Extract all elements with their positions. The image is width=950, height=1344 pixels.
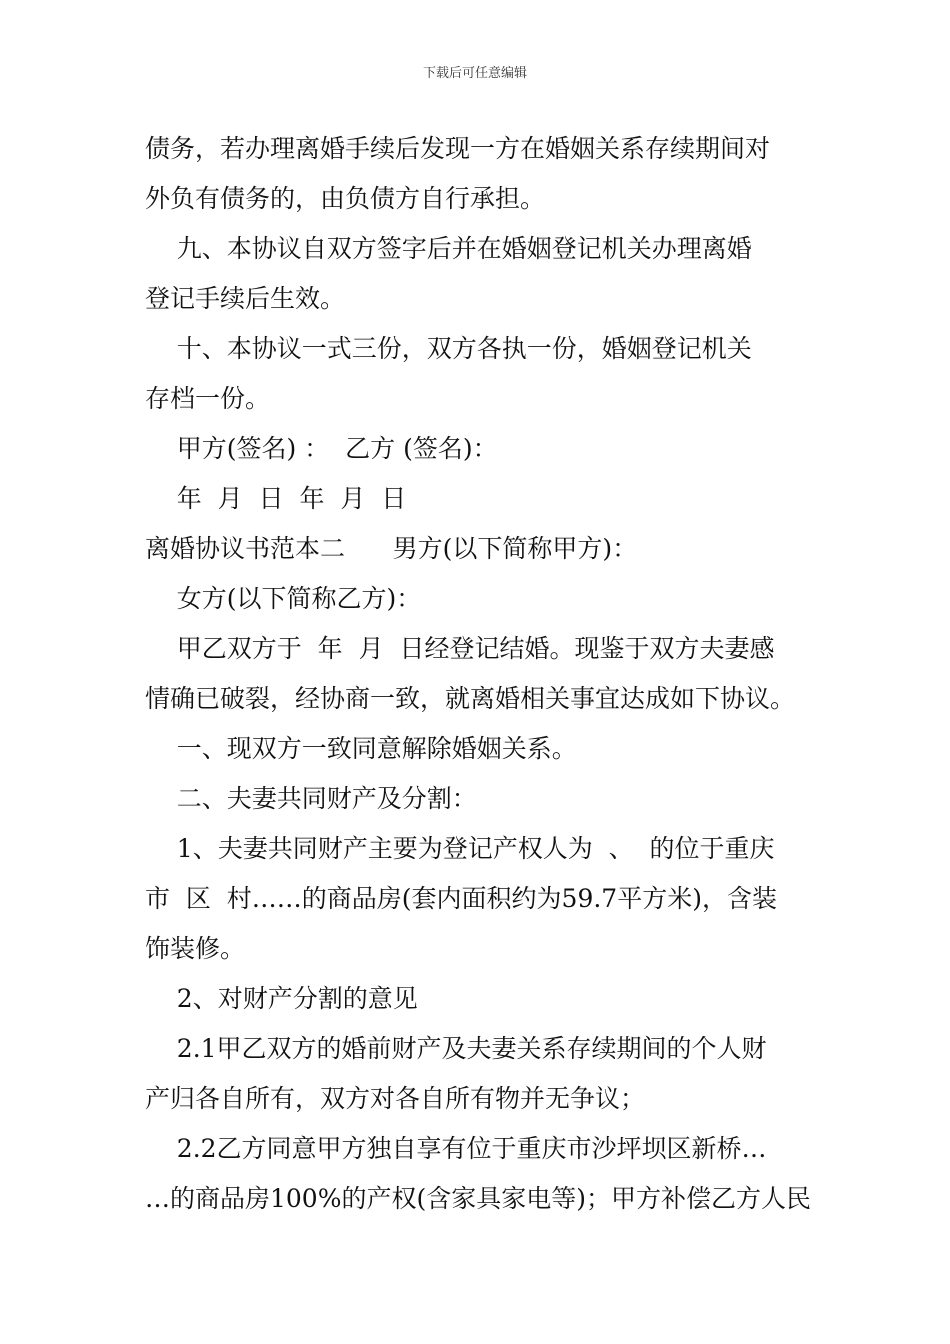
text-line: …的商品房100%的产权(含家具家电等)；甲方补偿乙方人民 — [145, 1184, 811, 1213]
text-line: 二、夫妻共同财产及分割： — [145, 784, 477, 813]
text-line: 债务，若办理离婚手续后发现一方在婚姻关系存续期间对 — [145, 134, 771, 163]
text-line: 1、夫妻共同财产主要为登记产权人为 、 的位于重庆 — [145, 834, 775, 863]
text-line: 饰装修。 — [145, 934, 246, 963]
text-line: 九、本协议自双方签字后并在婚姻登记机关办理离婚 — [145, 234, 752, 263]
section-title-line: 离婚协议书范本二 男方(以下简称甲方)： — [145, 534, 638, 563]
text-line: 2.1甲乙双方的婚前财产及夫妻关系存续期间的个人财 — [145, 1034, 767, 1063]
text-line: 一、现双方一致同意解除婚姻关系。 — [145, 734, 577, 763]
text-line: 十、本协议一式三份，双方各执一份，婚姻登记机关 — [145, 334, 752, 363]
text-line: 登记手续后生效。 — [145, 284, 346, 313]
text-line: 外负有债务的，由负债方自行承担。 — [145, 184, 546, 213]
date-line: 年 月 日 年 月 日 — [145, 484, 407, 513]
text-line: 2、对财产分割的意见 — [145, 984, 418, 1013]
text-line: 甲乙双方于 年 月 日经登记结婚。现鉴于双方夫妻感 — [145, 634, 775, 663]
text-line: 存档一份。 — [145, 384, 271, 413]
text-line: 2.2乙方同意甲方独自享有位于重庆市沙坪坝区新桥… — [145, 1134, 767, 1163]
text-line: 女方(以下简称乙方)： — [145, 584, 422, 613]
text-line: 市 区 村……的商品房(套内面积约为59.7平方米)，含装 — [145, 884, 777, 913]
page-header: 下载后可任意编辑 — [422, 66, 527, 81]
text-line: 情确已破裂，经协商一致，就离婚相关事宜达成如下协议。 — [145, 684, 796, 713]
text-line: 产归各自所有，双方对各自所有物并无争议； — [145, 1084, 646, 1113]
signature-line: 甲方(签名) ： 乙方 (签名)： — [145, 434, 498, 463]
